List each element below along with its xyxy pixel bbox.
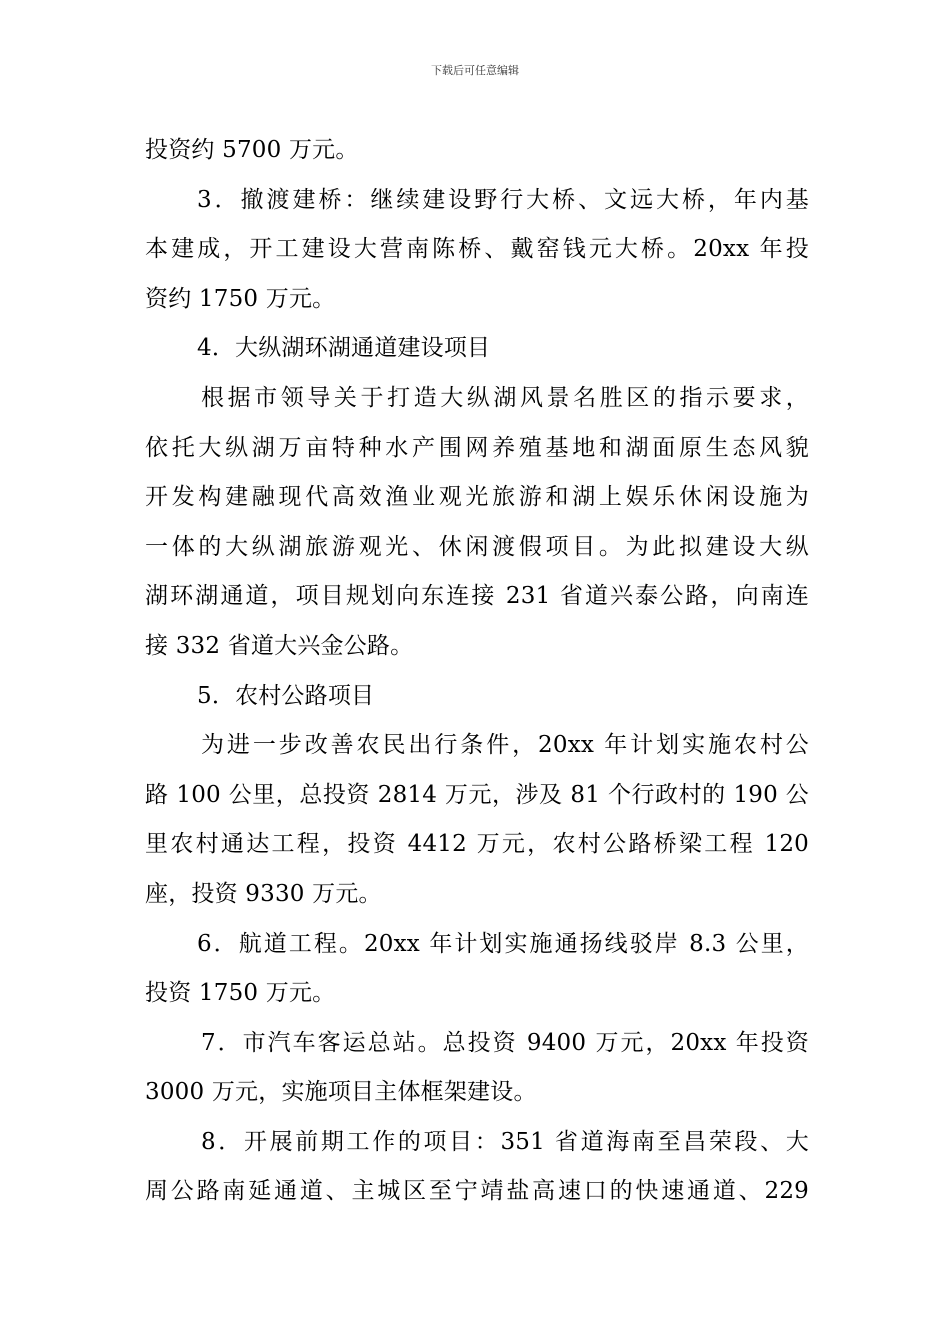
text-line: 4．大纵湖环湖通道建设项目 bbox=[197, 335, 491, 362]
text-line: 3．撤渡建桥：继续建设野行大桥、文远大桥，年内基 bbox=[197, 186, 809, 213]
text-line: 依托大纵湖万亩特种水产围网养殖基地和湖面原生态风貌 bbox=[145, 434, 809, 461]
text-line: 为进一步改善农民出行条件，20xx 年计划实施农村公 bbox=[201, 732, 809, 759]
text-line: 开发构建融现代高效渔业观光旅游和湖上娱乐休闲设施为 bbox=[145, 484, 809, 511]
text-line: 7．市汽车客运总站。总投资 9400 万元，20xx 年投资 bbox=[201, 1029, 809, 1056]
text-line: 湖环湖通道，项目规划向东连接 231 省道兴泰公路，向南连 bbox=[145, 583, 809, 610]
text-line: 投资约 5700 万元。 bbox=[145, 137, 359, 163]
text-line: 接 332 省道大兴金公路。 bbox=[145, 632, 414, 659]
text-line: 投资 1750 万元。 bbox=[145, 980, 336, 1007]
text-line: 里农村通达工程，投资 4412 万元，农村公路桥梁工程 120 bbox=[145, 831, 809, 858]
page-header: 下载后可任意编辑 bbox=[431, 64, 519, 77]
text-line: 一体的大纵湖旅游观光、休闲渡假项目。为此拟建设大纵 bbox=[145, 533, 809, 560]
text-line: 根据市领导关于打造大纵湖风景名胜区的指示要求， bbox=[201, 384, 809, 411]
text-line: 3000 万元，实施项目主体框架建设。 bbox=[145, 1079, 537, 1106]
text-line: 周公路南延通道、主城区至宁靖盐高速口的快速通道、229 bbox=[145, 1178, 809, 1205]
text-line: 座，投资 9330 万元。 bbox=[145, 880, 382, 907]
text-line: 本建成，开工建设大营南陈桥、戴窑钱元大桥。20xx 年投 bbox=[145, 236, 809, 263]
text-line: 6．航道工程。20xx 年计划实施通扬线驳岸 8.3 公里， bbox=[197, 930, 809, 957]
text-line: 资约 1750 万元。 bbox=[145, 285, 336, 312]
text-line: 5．农村公路项目 bbox=[197, 682, 375, 709]
text-line: 路 100 公里，总投资 2814 万元，涉及 81 个行政村的 190 公 bbox=[145, 781, 809, 808]
text-line: 8．开展前期工作的项目：351 省道海南至昌荣段、大 bbox=[201, 1128, 809, 1155]
document-body bbox=[145, 126, 809, 1217]
